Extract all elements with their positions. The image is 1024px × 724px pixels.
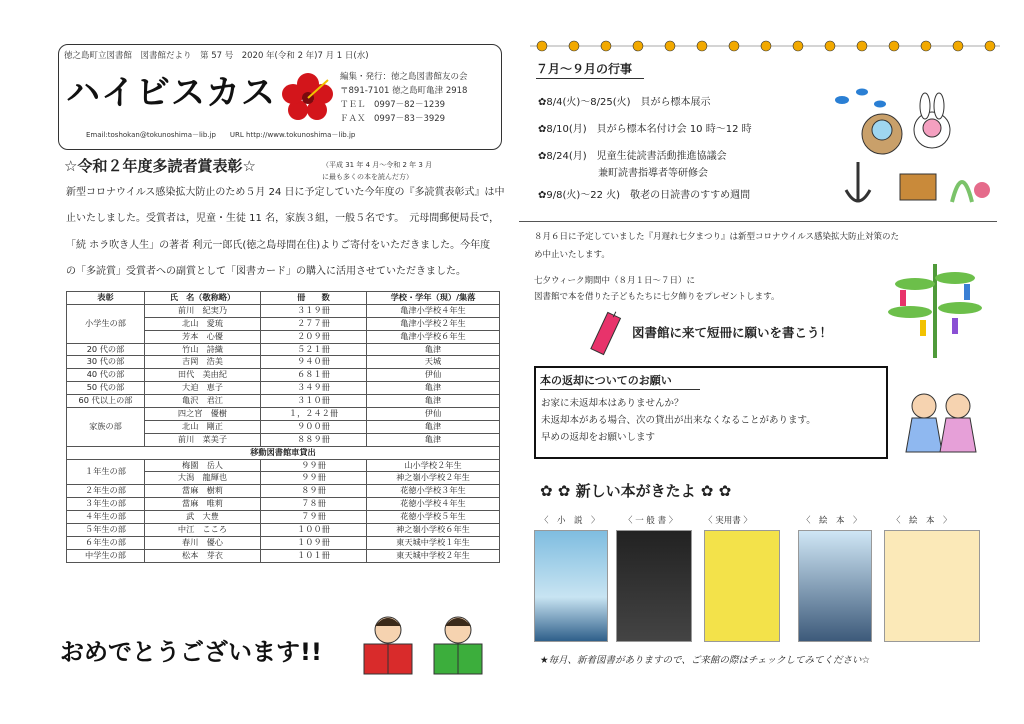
- table-header-row: [67, 292, 500, 305]
- book-category: 〈 一 般 書 〉: [624, 516, 678, 526]
- table-row: [67, 395, 500, 408]
- bamboo-illustration: [880, 254, 990, 358]
- school-area: 神之嶺小学校２年生: [367, 472, 500, 485]
- school-area: 亀津: [367, 382, 500, 395]
- table-row: [67, 369, 500, 382]
- book-count: ９４０冊: [261, 356, 367, 369]
- winner-name: 春川 優心: [145, 536, 261, 549]
- table-row: [67, 304, 500, 317]
- winner-name: 田代 美由紀: [145, 369, 261, 382]
- book-count: ９００冊: [261, 420, 367, 433]
- event-item: ✿8/4(火)～8/25(火) 貝がら標本展示: [538, 97, 711, 108]
- table-row: [67, 343, 500, 356]
- book-count: ５２１冊: [261, 343, 367, 356]
- school-area: 天城: [367, 356, 500, 369]
- book-count: ７９冊: [261, 511, 367, 524]
- school-area: 東天城中学校１年生: [367, 536, 500, 549]
- return-title: 本の返却についてのお願い: [540, 374, 672, 387]
- underwater-illustration: [822, 62, 1002, 212]
- book-count: ３４９冊: [261, 382, 367, 395]
- awards-paragraph: 止いたしました。受賞者は，児童・生徒 11 名，家族３組，一般５名です。 元母間郵便局長で，: [66, 213, 500, 224]
- event-item: ✿9/8(火)～22 火) 敬老の日読書のすすめ週間: [538, 190, 751, 201]
- table-row: [67, 536, 500, 549]
- award-category: ６年生の部: [67, 536, 145, 549]
- book-count: ３１０冊: [261, 395, 367, 408]
- book-category: 〈 絵 本 〉: [892, 516, 952, 526]
- winner-name: 北山 剛正: [145, 420, 261, 433]
- congratulations-text: おめでとうございます!!: [60, 638, 322, 666]
- notice-text: 七夕ウィーク期間中（８月１日～７日）に: [534, 276, 695, 286]
- notice-text: ８月６日に予定していました『月遅れ七夕まつり』は新型コロナウイルス感染拡大防止対策のた: [534, 232, 899, 242]
- award-category: 50 代の部: [67, 382, 145, 395]
- table-row: [67, 498, 500, 511]
- event-item: ✿8/24(月) 児童生徒読書活動推進協議会: [538, 151, 727, 162]
- awards-paragraph: の「多読賞」受賞者への副賞として「図書カード」の購入に活用させていただきました。: [66, 266, 466, 277]
- awards-table: [66, 291, 500, 563]
- award-category: １年生の部: [67, 459, 145, 485]
- events-title-underline: [536, 78, 644, 79]
- winner-name: 大迫 恵子: [145, 382, 261, 395]
- winner-name: 前川 菜美子: [145, 433, 261, 446]
- school-area: 神之嶺小学校６年生: [367, 524, 500, 537]
- book-count: １０９冊: [261, 536, 367, 549]
- book-count: ９９冊: [261, 472, 367, 485]
- issue-line: 徳之島町立図書館 図書館だより 第 57 号 2020 年(令和 2 年)7 月 1 日(水): [64, 51, 369, 61]
- award-category: 20 代の部: [67, 343, 145, 356]
- book-cover-novel: [534, 530, 608, 642]
- school-area: 山小学校２年生: [367, 459, 500, 472]
- publisher-line: 編集・発行：徳之島図書館友の会: [340, 72, 468, 82]
- award-category: 30 代の部: [67, 356, 145, 369]
- return-line: 早めの返却をお願いします: [541, 432, 656, 443]
- publisher-line: ＦＡＸ 0997－83－3929: [340, 114, 446, 124]
- notice-text: 図書館で本を借りた子どもたちに七夕飾りをプレゼントします。: [534, 292, 780, 302]
- book-category: 〈 実用書 〉: [704, 516, 752, 526]
- winner-name: 前川 紀実乃: [145, 304, 261, 317]
- column-header: 氏 名（敬称略）: [145, 292, 261, 305]
- school-area: 亀津: [367, 433, 500, 446]
- events-title: ７月～９月の行事: [536, 62, 633, 76]
- footer-note: ★毎月、新着図書がありますので、ご来館の際はチェックしてみてください☆: [540, 655, 871, 666]
- book-count: ６８１冊: [261, 369, 367, 382]
- book-count: ８９冊: [261, 485, 367, 498]
- book-count: ３１９冊: [261, 304, 367, 317]
- winner-name: 四之宮 優樹: [145, 408, 261, 421]
- school-area: 伊仙: [367, 408, 500, 421]
- table-subheader-row: [67, 446, 500, 459]
- award-category: 60 代以上の部: [67, 395, 145, 408]
- table-row: [67, 459, 500, 472]
- return-line: お家に未返却本はありませんか？: [541, 398, 684, 409]
- book-cover-picture-book-1: [798, 530, 872, 642]
- book-cover-practical: [704, 530, 780, 642]
- school-area: 亀津小学校４年生: [367, 304, 500, 317]
- book-count: １，２４２冊: [261, 408, 367, 421]
- award-category: ３年生の部: [67, 498, 145, 511]
- book-count: ２０９冊: [261, 330, 367, 343]
- award-category: 40 代の部: [67, 369, 145, 382]
- tanzaku-icon: [585, 310, 629, 356]
- winner-name: 武 大豊: [145, 511, 261, 524]
- mobile-library-header: 移動図書館車貸出: [67, 446, 500, 459]
- event-item: ✿8/10(月) 貝がら標本名付け会 10 時～12 時: [538, 124, 752, 135]
- award-category: ４年生の部: [67, 511, 145, 524]
- book-count: １００冊: [261, 524, 367, 537]
- contact-line: Email:toshokan@tokunoshima－lib.jp URL http://www.tokunoshima－lib.jp: [86, 131, 356, 139]
- winner-name: 竹山 詩織: [145, 343, 261, 356]
- return-title-underline: [540, 389, 700, 390]
- reading-children-illustration: [350, 612, 500, 682]
- publisher-line: 〒891-7101 徳之島町亀津 2918: [340, 86, 468, 96]
- winner-name: 當麻 樹莉: [145, 485, 261, 498]
- awards-paragraph: 「続 ホラ吹き人生」の著者 利元一郎氏(徳之島母間在住)よりご寄付をいただきました。今年度: [66, 240, 491, 251]
- hibiscus-icon: [282, 72, 334, 122]
- book-count: ８８９冊: [261, 433, 367, 446]
- award-category: 家族の部: [67, 408, 145, 447]
- school-area: 亀津: [367, 395, 500, 408]
- book-category: 〈 絵 本 〉: [802, 516, 862, 526]
- book-count: ７８冊: [261, 498, 367, 511]
- table-row: [67, 485, 500, 498]
- book-cover-general: [616, 530, 692, 642]
- winner-name: 芳本 心優: [145, 330, 261, 343]
- book-category: 〈 小 説 〉: [540, 516, 600, 526]
- school-area: 花徳小学校５年生: [367, 511, 500, 524]
- winner-name: 亀沢 君江: [145, 395, 261, 408]
- table-row: [67, 549, 500, 562]
- column-header: 表彰: [67, 292, 145, 305]
- school-area: 花徳小学校３年生: [367, 485, 500, 498]
- book-cover-picture-book-2: [884, 530, 980, 642]
- orihime-hikoboshi-illustration: [896, 382, 986, 454]
- awards-paragraph: 新型コロナウイルス感染拡大防止のため５月 24 日に予定していた今年度の『多読賞表彰式』は中: [66, 187, 505, 198]
- awards-note: に最も多くの本を読んだ方）: [322, 173, 413, 181]
- section-divider: [519, 221, 997, 222]
- award-category: 小学生の部: [67, 304, 145, 343]
- notice-text: め中止いたします。: [534, 250, 610, 260]
- winner-name: 當麻 唯莉: [145, 498, 261, 511]
- school-area: 亀津: [367, 420, 500, 433]
- new-books-title: ✿ ✿ 新しい本がきたよ ✿ ✿: [540, 482, 732, 500]
- winner-name: 梅園 岳人: [145, 459, 261, 472]
- school-area: 亀津: [367, 343, 500, 356]
- school-area: 伊仙: [367, 369, 500, 382]
- table-row: [67, 511, 500, 524]
- book-count: １０１冊: [261, 549, 367, 562]
- table-row: [67, 408, 500, 421]
- winner-name: 松本 芽衣: [145, 549, 261, 562]
- event-item: 兼町読書指導者等研修会: [538, 168, 708, 179]
- winner-name: 吉岡 浩美: [145, 356, 261, 369]
- tanzaku-heading: 図書館に来て短冊に願いを書こう！: [632, 325, 833, 340]
- winner-name: 中江 こころ: [145, 524, 261, 537]
- school-area: 東天城中学校２年生: [367, 549, 500, 562]
- school-area: 花徳小学校４年生: [367, 498, 500, 511]
- publisher-line: ＴＥＬ 0997－82－1239: [340, 100, 446, 110]
- award-category: ５年生の部: [67, 524, 145, 537]
- awards-note: （平成 31 年 4 月～令和 2 年 3 月: [322, 161, 433, 169]
- table-row: [67, 356, 500, 369]
- school-area: 亀津小学校６年生: [367, 330, 500, 343]
- return-line: 未返却本がある場合、次の貸出が出来なくなることがあります。: [541, 415, 816, 426]
- table-row: [67, 382, 500, 395]
- award-category: ２年生の部: [67, 485, 145, 498]
- column-header: 冊 数: [261, 292, 367, 305]
- newsletter-title: ハイビスカス: [66, 73, 276, 113]
- awards-title: ☆令和２年度多読者賞表彰☆: [64, 157, 256, 175]
- book-count: ２７７冊: [261, 317, 367, 330]
- table-row: [67, 524, 500, 537]
- school-area: 亀津小学校２年生: [367, 317, 500, 330]
- winner-name: 北山 愛琉: [145, 317, 261, 330]
- award-category: 中学生の部: [67, 549, 145, 562]
- book-count: ９９冊: [261, 459, 367, 472]
- column-header: 学校・学年（現）/集落: [367, 292, 500, 305]
- winner-name: 大潟 龍輝也: [145, 472, 261, 485]
- flower-border: [530, 38, 1000, 54]
